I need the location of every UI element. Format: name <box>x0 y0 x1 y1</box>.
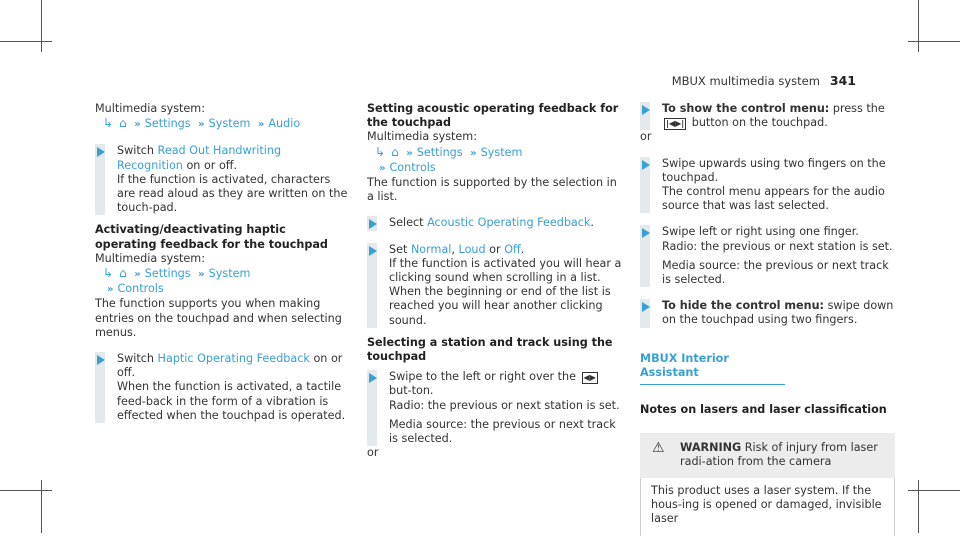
crop-mark <box>918 0 919 52</box>
step-text: To show the control menu: press the |◀▶| button on the touchpad. <box>662 102 885 130</box>
header-title: MBUX multimedia system <box>671 74 820 88</box>
crop-mark <box>908 41 960 42</box>
step-desc: The control menu appears for the audio source that was last selected. <box>662 185 885 213</box>
home-icon: ⌂ <box>119 266 127 281</box>
chevron-icon: » <box>406 147 413 159</box>
section-title: MBUX Interior Assistant <box>640 352 785 385</box>
step <box>367 370 625 446</box>
nav-settings: Settings <box>144 117 191 131</box>
nav-system: System <box>208 117 251 131</box>
heading: Setting acoustic operating feedback for the touchpad <box>367 102 619 130</box>
nav-path: ↳ ⌂ » Settings » System <box>103 266 251 281</box>
nav-path: ↳ ⌂ » Settings » System <box>375 144 523 159</box>
path-hook-icon: ↳ <box>103 116 114 131</box>
body-text: The function supports you when making entries on the touchpad and when selecting menus. <box>95 297 342 339</box>
crop-mark <box>41 0 42 52</box>
step-arrow-icon <box>369 246 377 256</box>
page-number: 341 <box>829 73 856 88</box>
step-text: To hide the control menu: swipe down on the touchpad using two fingers. <box>662 299 894 327</box>
step-arrow-icon <box>97 147 105 157</box>
crop-mark <box>908 490 960 491</box>
nav-path-cont: » Controls <box>379 160 436 174</box>
warning-box <box>640 433 895 536</box>
step-arrow-icon <box>97 355 105 365</box>
crop-mark <box>41 480 42 533</box>
step-radio: Radio: the previous or next station is set. <box>389 398 620 412</box>
chevron-icon: » <box>134 269 141 281</box>
or-text: or <box>367 446 379 460</box>
nav-path <box>95 116 350 132</box>
intro: Multimedia system: <box>95 102 205 115</box>
column-3 <box>640 102 895 536</box>
home-icon: ⌂ <box>119 116 127 131</box>
step-text: Swipe upwards using two fingers on the touchpad. <box>662 156 886 184</box>
step-arrow-icon <box>642 160 650 170</box>
warning-body: This product uses a laser system. If the hous‑ing is opened or damaged, invisible laser <box>640 478 895 536</box>
home-icon: ⌂ <box>391 144 399 159</box>
crop-mark <box>0 41 52 42</box>
step-desc: If the function is activated, characters are read aloud as they are written on the touch‑pad. <box>117 172 348 215</box>
warning-label: WARNING <box>680 441 742 455</box>
step-arrow-icon <box>642 105 650 115</box>
running-header <box>672 74 856 88</box>
step <box>640 225 895 287</box>
step-radio: Radio: the previous or next station is set. <box>662 239 893 253</box>
step <box>640 102 895 130</box>
chevron-icon: » <box>379 162 386 174</box>
next-button-icon: |◀▶| <box>666 119 685 129</box>
step <box>640 157 895 214</box>
heading: Selecting a station and track using the touchpad <box>367 335 613 364</box>
heading: Notes on lasers and laser classification <box>640 403 887 417</box>
chevron-icon: » <box>107 284 114 296</box>
step-media: Media source: the previous or next track is selected. <box>662 258 889 287</box>
step-arrow-icon <box>369 373 377 383</box>
step-arrow-icon <box>369 219 377 229</box>
step <box>95 352 350 423</box>
step-arrow-icon <box>642 228 650 238</box>
chevron-icon: » <box>198 269 205 281</box>
chevron-icon: » <box>257 119 265 131</box>
step-text: Switch Haptic Operating Feedback on or off. <box>117 352 343 380</box>
path-hook-icon: ↳ <box>375 144 386 159</box>
crop-mark <box>0 490 52 491</box>
heading: Activating/deactivating haptic operating feedback for the touchpad <box>95 223 328 251</box>
prev-next-icon: ◀▶ <box>583 373 596 383</box>
step-text: Switch Read Out Handwriting Recognition on or off. <box>117 144 282 172</box>
step-text: Swipe to the left or right over the ◀▶ but‑ton. <box>389 370 596 398</box>
step <box>367 243 625 328</box>
or-text: or <box>640 130 652 144</box>
link-read-out: Read Out Handwriting Recognition <box>117 144 282 172</box>
step <box>640 299 895 327</box>
warning-header <box>640 433 895 477</box>
step-text: Set Normal, Loud or Off. <box>389 242 525 256</box>
crop-mark <box>918 480 919 533</box>
step-text: Select Acoustic Operating Feedback. <box>389 216 594 230</box>
column-2 <box>367 102 625 460</box>
chevron-icon: » <box>198 119 205 131</box>
body-text: The function is supported by the selection in a list. <box>367 176 617 204</box>
column-1 <box>95 102 350 423</box>
nav-path-cont: » Controls <box>107 282 164 296</box>
step-arrow-icon <box>642 302 650 312</box>
chevron-icon: » <box>470 147 477 159</box>
intro: Multimedia system: <box>367 130 477 144</box>
step <box>367 216 625 230</box>
step-media: Media source: the previous or next track is selected. <box>389 417 616 446</box>
step-desc: If the function is activated you will hear a clicking sound when scrolling in a list. When the beginning or end of the list is reached you will hear another clicking sound. <box>389 256 622 327</box>
nav-audio: Audio <box>268 117 301 131</box>
path-hook-icon: ↳ <box>103 266 114 281</box>
warning-text: Risk of injury from laser radi‑ation from the camera <box>680 441 878 469</box>
step <box>95 144 350 215</box>
step-text: Swipe left or right using one finger. <box>662 225 859 239</box>
warning-triangle-icon: ⚠ <box>652 440 665 457</box>
step-desc: When the function is activated, a tactile feed‑back in the form of a vibration is effected when the touchpad is operated. <box>117 380 346 422</box>
intro: Multimedia system: <box>95 251 205 265</box>
chevron-icon: » <box>134 119 141 131</box>
link-haptic: Haptic Operating Feedback <box>157 352 310 366</box>
